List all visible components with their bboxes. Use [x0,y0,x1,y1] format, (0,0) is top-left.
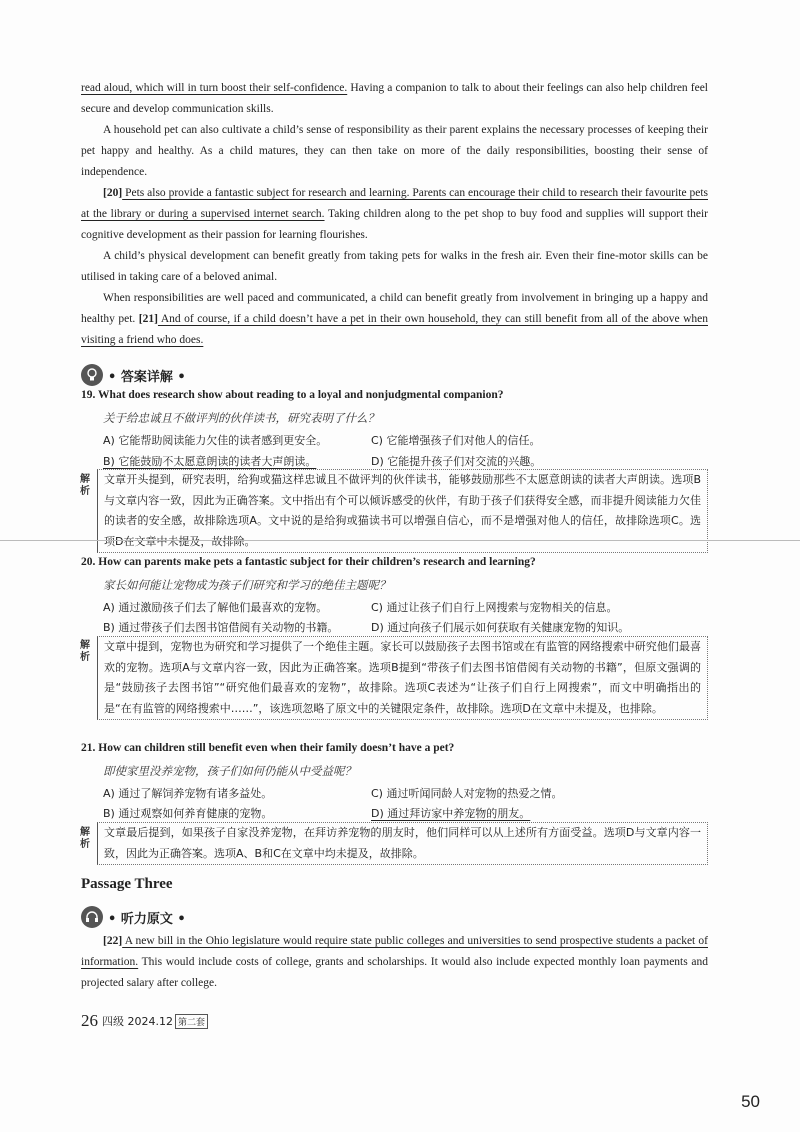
q20-option-c: C) 通过让孩子们自行上网搜索与宠物相关的信息。 [371,601,618,614]
q21-option-a: A) 通过了解饲养宠物有诸多益处。 [103,787,273,800]
question-19-cn: 关于给忠诚且不做评判的伙伴读书，研究表明了什么？ [103,411,379,425]
q21-option-c: C) 通过听闻同龄人对宠物的热爱之情。 [371,787,563,800]
question-21: 21. How can children still benefit even when their family doesn’t have a pet? [81,742,455,754]
footer-title: 四级 2024.12 [102,1015,173,1028]
listening-section-title: • 听力原文 • [108,911,186,927]
q21-option-d: D) 通过拜访家中养宠物的朋友。 [371,807,531,820]
q19-explanation: 文章开头提到，研究表明，给狗或猫这样忠诚且不做评判的伙伴读书，能够鼓励那些不太愿意朗读的读者大声朗读。选项B与文章内容一致，因此为正确答案。文中指出有个可以倾诉感受的伙伴，有助于孩子们获得安全感，而非提升阅读能力欠佳的读者的安全感，故排除选项A。文中说的是给狗或猫读书可以增强自信心，而不是增强对他人的信任，故排除选项C。选项D在文章中未提及，故排除。 [97,469,708,553]
q20-explanation: 文章中提到，宠物也为研究和学习提供了一个绝佳主题。家长可以鼓励孩子去图书馆或在有监管的网络搜索中研究他们最喜欢的宠物。选项A与文章内容一致，因此为正确答案。选项B提到“带孩子们去图书馆借阅有关动物的书籍”，但原文强调的是“鼓励孩子去图书馆”“研究他们最喜欢的宠物”，故排除。选项C表述为“让孩子们自行上网搜索”，而文中明确指出的是“在有监管的网络搜索中……”，该选项忽略了原文中的关键限定条件，故排除。选项D在文章中未提及，也排除。 [97,636,708,720]
q21-option-b: B) 通过观察如何养育健康的宠物。 [103,807,273,820]
scan-divider [0,540,800,541]
headphones-icon [81,906,103,928]
scan-page-number: 50 [741,1092,760,1111]
explanation-tag: 解析 [80,474,90,497]
q21-explanation: 文章最后提到，如果孩子自家没养宠物，在拜访养宠物的朋友时，他们同样可以从上述所有方面受益。选项D与文章内容一致，因此为正确答案。选项A、B和C在文章中均未提及，故排除。 [97,822,708,865]
passage-three-paragraph: [22] A new bill in the Ohio legislature would require state public colleges and universities to send prospective students a packet of information. This would include costs of college, grants and scholarships. It would also include expected monthly loan payments and projected salary after college. [81,935,708,989]
listening-section-header [81,905,186,929]
q20-option-d: D) 通过向孩子们展示如何获取有关健康宠物的知识。 [371,621,630,634]
question-21-cn: 即使家里没养宠物，孩子们如何仍能从中受益呢？ [103,764,356,778]
answer-section-header [81,363,186,387]
q19-option-b: B) 它能鼓励不太愿意朗读的读者大声朗读。 [103,455,317,468]
q19-option-d: D) 它能提升孩子们对交流的兴趣。 [371,455,542,468]
paragraph-2: A household pet can also cultivate a child’s sense of responsibility as their parent explains the necessary processes of keeping their pet happy and healthy. As a child matures, they can then take on more of the daily responsibilities, boosting their sense of independence. [81,124,708,178]
q20-option-a: A) 通过激励孩子们去了解他们最喜欢的宠物。 [103,601,328,614]
q20-option-b: B) 通过带孩子们去图书馆借阅有关动物的书籍。 [103,621,339,634]
q19-option-c: C) 它能增强孩子们对他人的信任。 [371,434,541,447]
paragraph-5: When responsibilities are well paced and communicated, a child can benefit greatly from involvement in bringing up a happy and healthy pet. [21] And of course, if a child doesn’t have a pet in their own household, they can still benefit from all of the above when visiting a friend who does. [81,292,708,346]
passage-three-title: Passage Three [81,876,173,892]
paragraph-1: read aloud, which will in turn boost their self-confidence. Having a companion to talk to about their feelings can also help children feel secure and develop communication skills. [81,82,709,115]
question-20: 20. How can parents make pets a fantastic subject for their children’s research and learning? [81,556,536,568]
question-20-cn: 家长如何能让宠物成为孩子们研究和学习的绝佳主题呢？ [103,578,391,592]
question-19: 19. What does research show about reading to a loyal and nonjudgmental companion? [81,389,504,401]
page-footer [81,1011,208,1031]
footer-volume: 第二套 [175,1014,208,1029]
lightbulb-icon [81,364,103,386]
explanation-tag: 解析 [80,640,90,663]
footer-page-number: 26 [81,1011,98,1030]
paragraph-4: A child’s physical development can benefit greatly from taking pets for walks in the fresh air. Even their fine-motor skills can be utilised in taking care of a beloved animal. [81,250,708,283]
q19-option-a: A) 它能帮助阅读能力欠佳的读者感到更安全。 [103,434,328,447]
answer-section-title: • 答案详解 • [108,369,186,385]
paragraph-3: [20] Pets also provide a fantastic subject for research and learning. Parents can encourage their child to research their favourite pets at the library or during a supervised internet search. Taking children along to the pet shop to buy food and supplies will support their cognitive development as their passion for learning flourishes. [81,187,708,241]
explanation-tag: 解析 [80,827,90,850]
